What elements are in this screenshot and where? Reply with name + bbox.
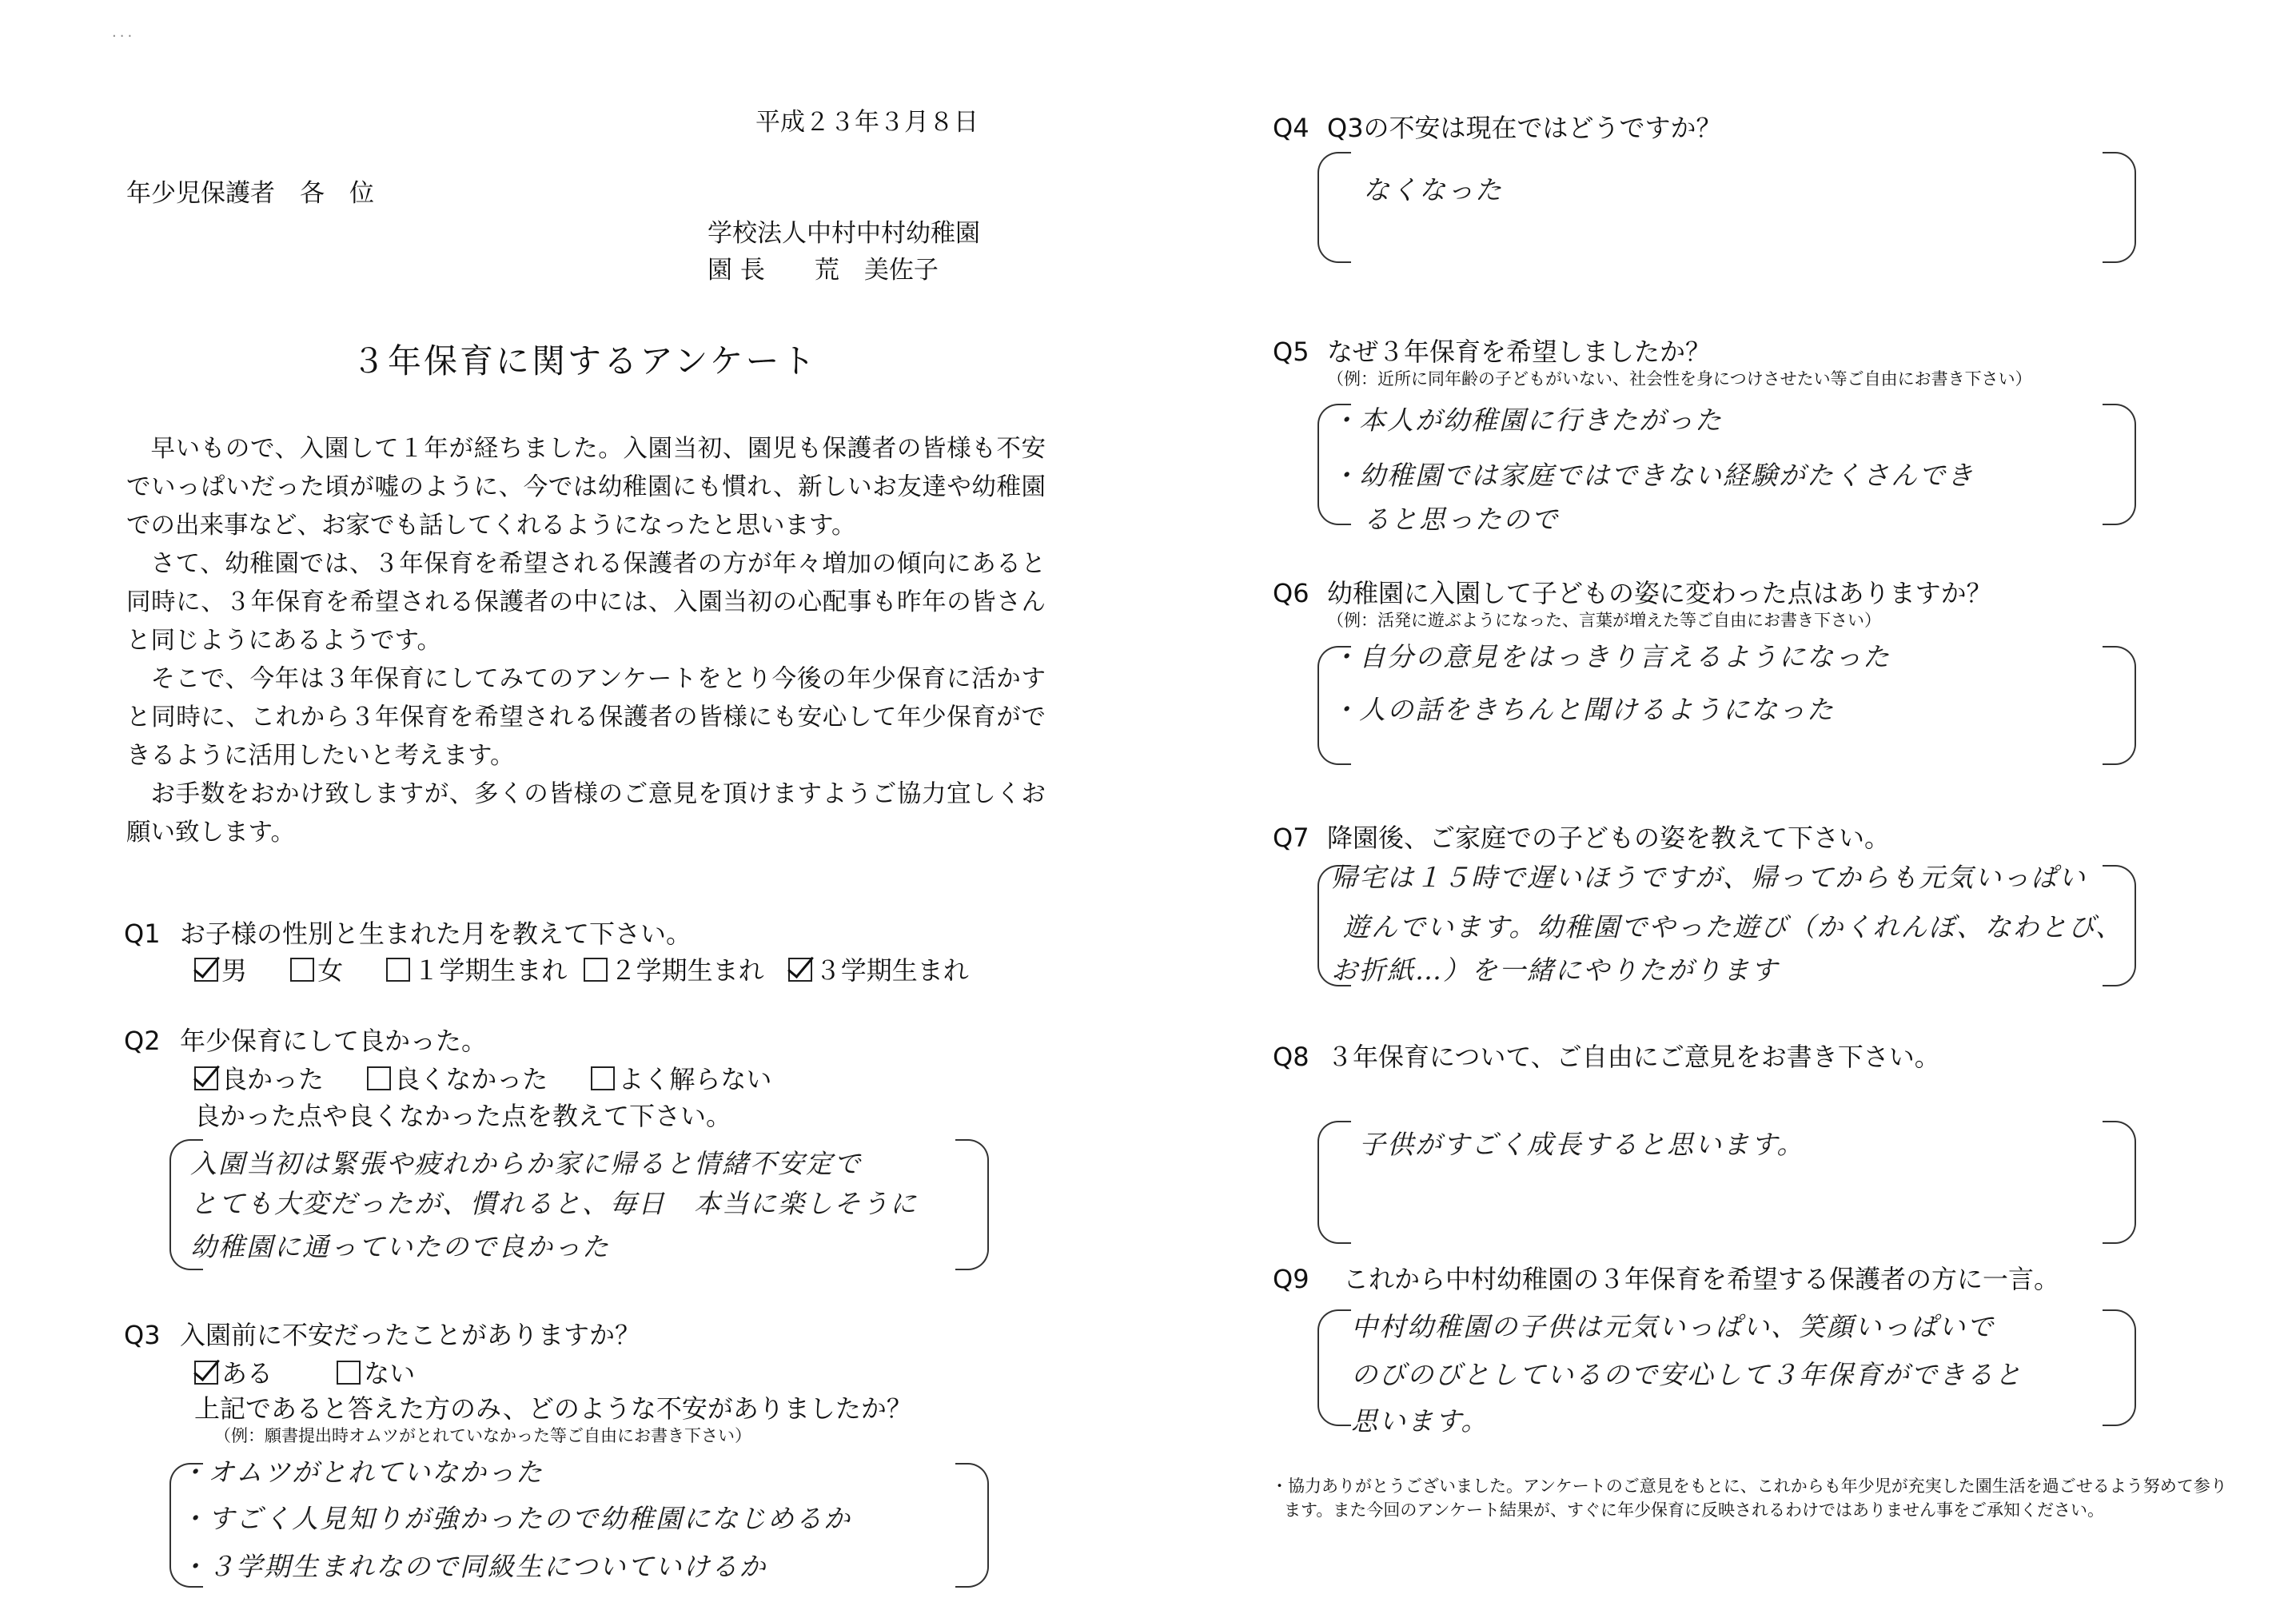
- q4-answer-line: なくなった: [1363, 174, 1503, 205]
- intro-text: [126, 430, 1046, 852]
- q1-options: [194, 954, 1004, 986]
- q1-question: お子様の性別と生まれた月を教えて下さい。: [180, 919, 692, 949]
- q2-option-not-good[interactable]: 良くなかった: [367, 1063, 548, 1095]
- q3-option-yes[interactable]: ある: [194, 1357, 273, 1389]
- q3-question: 入園前に不安だったことがありますか？: [180, 1320, 641, 1350]
- answer-bracket-right: [955, 1139, 989, 1270]
- q6-answer-line: ・自分の意見をはっきり言えるようになった: [1331, 641, 1891, 672]
- checkbox-checked[interactable]: [194, 1066, 218, 1090]
- checkbox[interactable]: [290, 958, 314, 982]
- q1-option-male[interactable]: 男: [194, 954, 247, 986]
- answer-bracket-right: [2103, 152, 2136, 263]
- q9-number: Q9: [1273, 1264, 1309, 1294]
- q2-subquestion: 良かった点や良くなかった点を教えて下さい。: [194, 1101, 732, 1131]
- q1-option-term1[interactable]: １学期生まれ: [386, 954, 567, 986]
- answer-bracket-right: [2103, 1121, 2136, 1244]
- intro-paragraph: そこで、今年は３年保育にしてみてのアンケートをとり今後の年少保育に活かすと同時に、これから３年保育を希望される保護者の皆様にも安心して年少保育ができるように活用したいと考えます。: [126, 665, 1046, 770]
- q4-question: Q3の不安は現在ではどうですか？: [1327, 113, 1722, 143]
- addressee: 年少児保護者 各 位: [126, 179, 374, 208]
- q2-answer-line: とても大変だったが、慣れると、毎日 本当に楽しそうに: [190, 1188, 918, 1219]
- checkbox[interactable]: [337, 1361, 361, 1385]
- q7-answer-line: 遊んでいます。幼稚園でやった遊び（かくれんぼ、なわとび、: [1343, 911, 2124, 943]
- q3-option-no[interactable]: ない: [337, 1357, 415, 1389]
- q1-option-female[interactable]: 女: [290, 954, 343, 986]
- answer-bracket-right: [2103, 1309, 2136, 1426]
- q9-answer-line: のびのびとしているので安心して３年保育ができると: [1351, 1359, 2023, 1390]
- q6-number: Q6: [1273, 578, 1309, 608]
- q4-number: Q4: [1273, 113, 1309, 143]
- q7-number: Q7: [1273, 823, 1309, 853]
- checkbox-checked[interactable]: [788, 958, 812, 982]
- q2-option-unsure[interactable]: よく解らない: [591, 1063, 771, 1095]
- footer-note-line: ます。また今回のアンケート結果が、すぐに年少保育に反映されるわけではありません事をご承知ください。: [1284, 1500, 2105, 1520]
- q5-answer-line: ・幼稚園では家庭ではできない経験がたくさんでき: [1331, 460, 1975, 491]
- q6-question: 幼稚園に入園して子どもの姿に変わった点はありますか？: [1327, 578, 1992, 608]
- q8-question: ３年保育について、ご自由にご意見をお書き下さい。: [1327, 1042, 1940, 1072]
- q6-answer-line: ・人の話をきちんと聞けるようになった: [1331, 694, 1835, 725]
- q2-answer-line: 幼稚園に通っていたので良かった: [190, 1231, 610, 1262]
- q2-option-good[interactable]: 良かった: [194, 1063, 324, 1095]
- checkbox[interactable]: [584, 958, 608, 982]
- q3-example: （例：願書提出時オムツがとれていなかった等ご自由にお書き下さい）: [214, 1426, 751, 1445]
- answer-bracket-right: [2103, 646, 2136, 765]
- answer-bracket-right: [955, 1463, 989, 1588]
- q9-answer-line: 中村幼稚園の子供は元気いっぱい、笑顔いっぱいで: [1351, 1311, 1995, 1342]
- footer-note-line: ・協力ありがとうございました。アンケートのご意見をもとに、これからも年少児が充実した園生活を過ごせるよう努めて参り: [1271, 1477, 2227, 1496]
- intro-paragraph: 早いもので、入園して１年が経ちました。入園当初、園児も保護者の皆様も不安でいっぱいだった頃が嘘のように、今では幼稚園にも慣れ、新しいお友達や幼稚園での出来事など、お家でも話してくれるようになったと思います。: [126, 435, 1046, 540]
- q7-question: 降園後、ご家庭での子どもの姿を教えて下さい。: [1327, 823, 1891, 853]
- q3-options: [194, 1357, 450, 1389]
- date: 平成２３年３月８日: [755, 108, 979, 137]
- scan-mark: ...: [112, 24, 136, 41]
- q8-number: Q8: [1273, 1042, 1309, 1072]
- checkbox[interactable]: [367, 1066, 391, 1090]
- checkbox[interactable]: [591, 1066, 615, 1090]
- q6-example: （例：活発に遊ぶようになった、言葉が増えた等ご自由にお書き下さい）: [1327, 611, 1881, 630]
- answer-bracket-right: [2103, 404, 2136, 525]
- q2-question: 年少保育にして良かった。: [180, 1026, 488, 1056]
- q7-answer-line: お折紙…）を一緒にやりたがります: [1331, 954, 1779, 986]
- school-name: 学校法人中村中村幼稚園: [708, 219, 980, 248]
- q2-options: [194, 1063, 807, 1095]
- q1-option-term3[interactable]: ３学期生まれ: [788, 954, 969, 986]
- q9-answer-line: 思います。: [1351, 1405, 1489, 1437]
- document-title: ３年保育に関するアンケート: [352, 341, 818, 381]
- q5-question: なぜ３年保育を希望しましたか？: [1327, 337, 1712, 367]
- q1-number: Q1: [124, 919, 161, 949]
- q3-answer-line: ・オムツがとれていなかった: [180, 1457, 544, 1488]
- q5-answer-line: ・本人が幼稚園に行きたがった: [1331, 404, 1723, 436]
- q8-answer-line: 子供がすごく成長すると思います。: [1359, 1129, 1805, 1160]
- q2-number: Q2: [124, 1026, 161, 1056]
- q7-answer-line: 帰宅は１５時で遅いほうですが、帰ってからも元気いっぱい: [1331, 862, 2087, 893]
- intro-paragraph: お手数をおかけ致しますが、多くの皆様のご意見を頂けますようご協力宜しくお願い致します。: [126, 780, 1046, 847]
- q5-example: （例：近所に同年齢の子どもがいない、社会性を身につけさせたい等ご自由にお書き下さい）: [1327, 369, 2032, 389]
- checkbox-checked[interactable]: [194, 958, 218, 982]
- q2-answer-line: 入園当初は緊張や疲れからか家に帰ると情緒不安定で: [190, 1148, 862, 1179]
- intro-paragraph: さて、幼稚園では、３年保育を希望される保護者の方が年々増加の傾向にあると同時に、３年保育を希望される保護者の中には、入園当初の心配事も昨年の皆さんと同じようにあるようです。: [126, 550, 1046, 655]
- answer-bracket-left: [1317, 1121, 1351, 1244]
- q5-number: Q5: [1273, 337, 1309, 367]
- answer-bracket-left: [1317, 152, 1351, 263]
- principal-name: 園 長 荒 美佐子: [708, 256, 939, 285]
- q3-answer-line: ・３学期生まれなので同級生についていけるか: [180, 1551, 767, 1582]
- q3-subquestion: 上記であると答えた方のみ、どのような不安がありましたか？: [194, 1393, 912, 1424]
- q5-answer-line: ると思ったので: [1363, 504, 1559, 535]
- q1-option-term2[interactable]: ２学期生まれ: [584, 954, 764, 986]
- checkbox-checked[interactable]: [194, 1361, 218, 1385]
- q9-question: これから中村幼稚園の３年保育を希望する保護者の方に一言。: [1343, 1264, 2060, 1294]
- q3-number: Q3: [124, 1320, 161, 1350]
- checkbox[interactable]: [386, 958, 410, 982]
- answer-bracket-left: [1317, 1309, 1351, 1426]
- q3-answer-line: ・すごく人見知りが強かったので幼稚園になじめるか: [180, 1503, 851, 1534]
